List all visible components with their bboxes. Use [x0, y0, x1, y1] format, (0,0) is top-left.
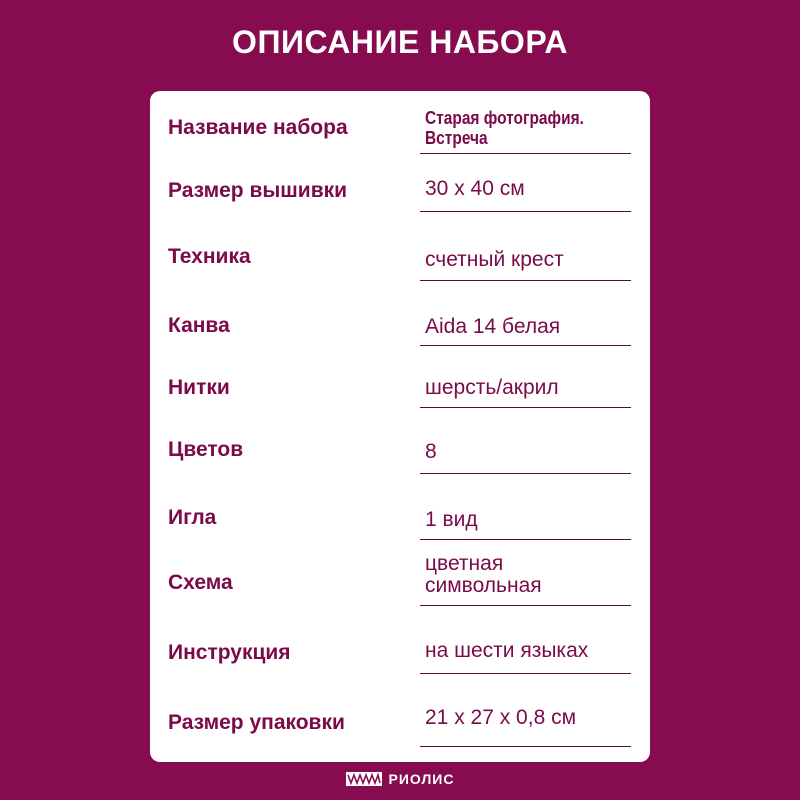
- row-label: Название набора: [168, 116, 348, 139]
- row-divider: [420, 280, 631, 281]
- row-value-line: на шести языках: [425, 639, 589, 662]
- row-label: Нитки: [168, 376, 230, 399]
- row-value-line: цветная: [425, 552, 504, 575]
- row-value-line: 1 вид: [425, 508, 478, 531]
- row-value-line: символьная: [425, 574, 542, 597]
- row-label: Схема: [168, 571, 233, 594]
- row-label: Цветов: [168, 438, 244, 461]
- row-divider: [420, 473, 631, 474]
- row-divider: [420, 539, 631, 540]
- row-value-line: 30 x 40 см: [425, 177, 525, 200]
- row-label: Техника: [168, 245, 251, 268]
- row-divider: [420, 746, 631, 747]
- row-divider: [420, 605, 631, 606]
- row-value-line: Старая фотография.: [425, 108, 584, 128]
- row-label: Канва: [168, 314, 230, 337]
- row-divider: [420, 211, 631, 212]
- brand-footer: [0, 764, 800, 794]
- row-divider: [420, 345, 631, 346]
- description-card: [150, 91, 650, 762]
- row-value-line: Встреча: [425, 128, 488, 148]
- row-divider: [420, 673, 631, 674]
- row-divider: [420, 153, 631, 154]
- row-value-line: Aida 14 белая: [425, 315, 561, 338]
- row-label: Инструкция: [168, 641, 291, 664]
- row-label: Игла: [168, 506, 217, 529]
- page-title: ОПИСАНИЕ НАБОРА: [232, 24, 568, 60]
- brand-name: РИОЛИС: [388, 771, 455, 787]
- row-label: Размер вышивки: [168, 179, 348, 202]
- row-value-line: шерсть/акрил: [425, 376, 559, 399]
- row-label: Размер упаковки: [168, 711, 345, 734]
- row-value-line: счетный крест: [425, 248, 564, 271]
- row-value-line: 21 x 27 x 0,8 см: [425, 706, 577, 729]
- row-divider: [420, 407, 631, 408]
- row-value-line: 8: [425, 440, 437, 463]
- brand-logo-icon: [346, 772, 382, 786]
